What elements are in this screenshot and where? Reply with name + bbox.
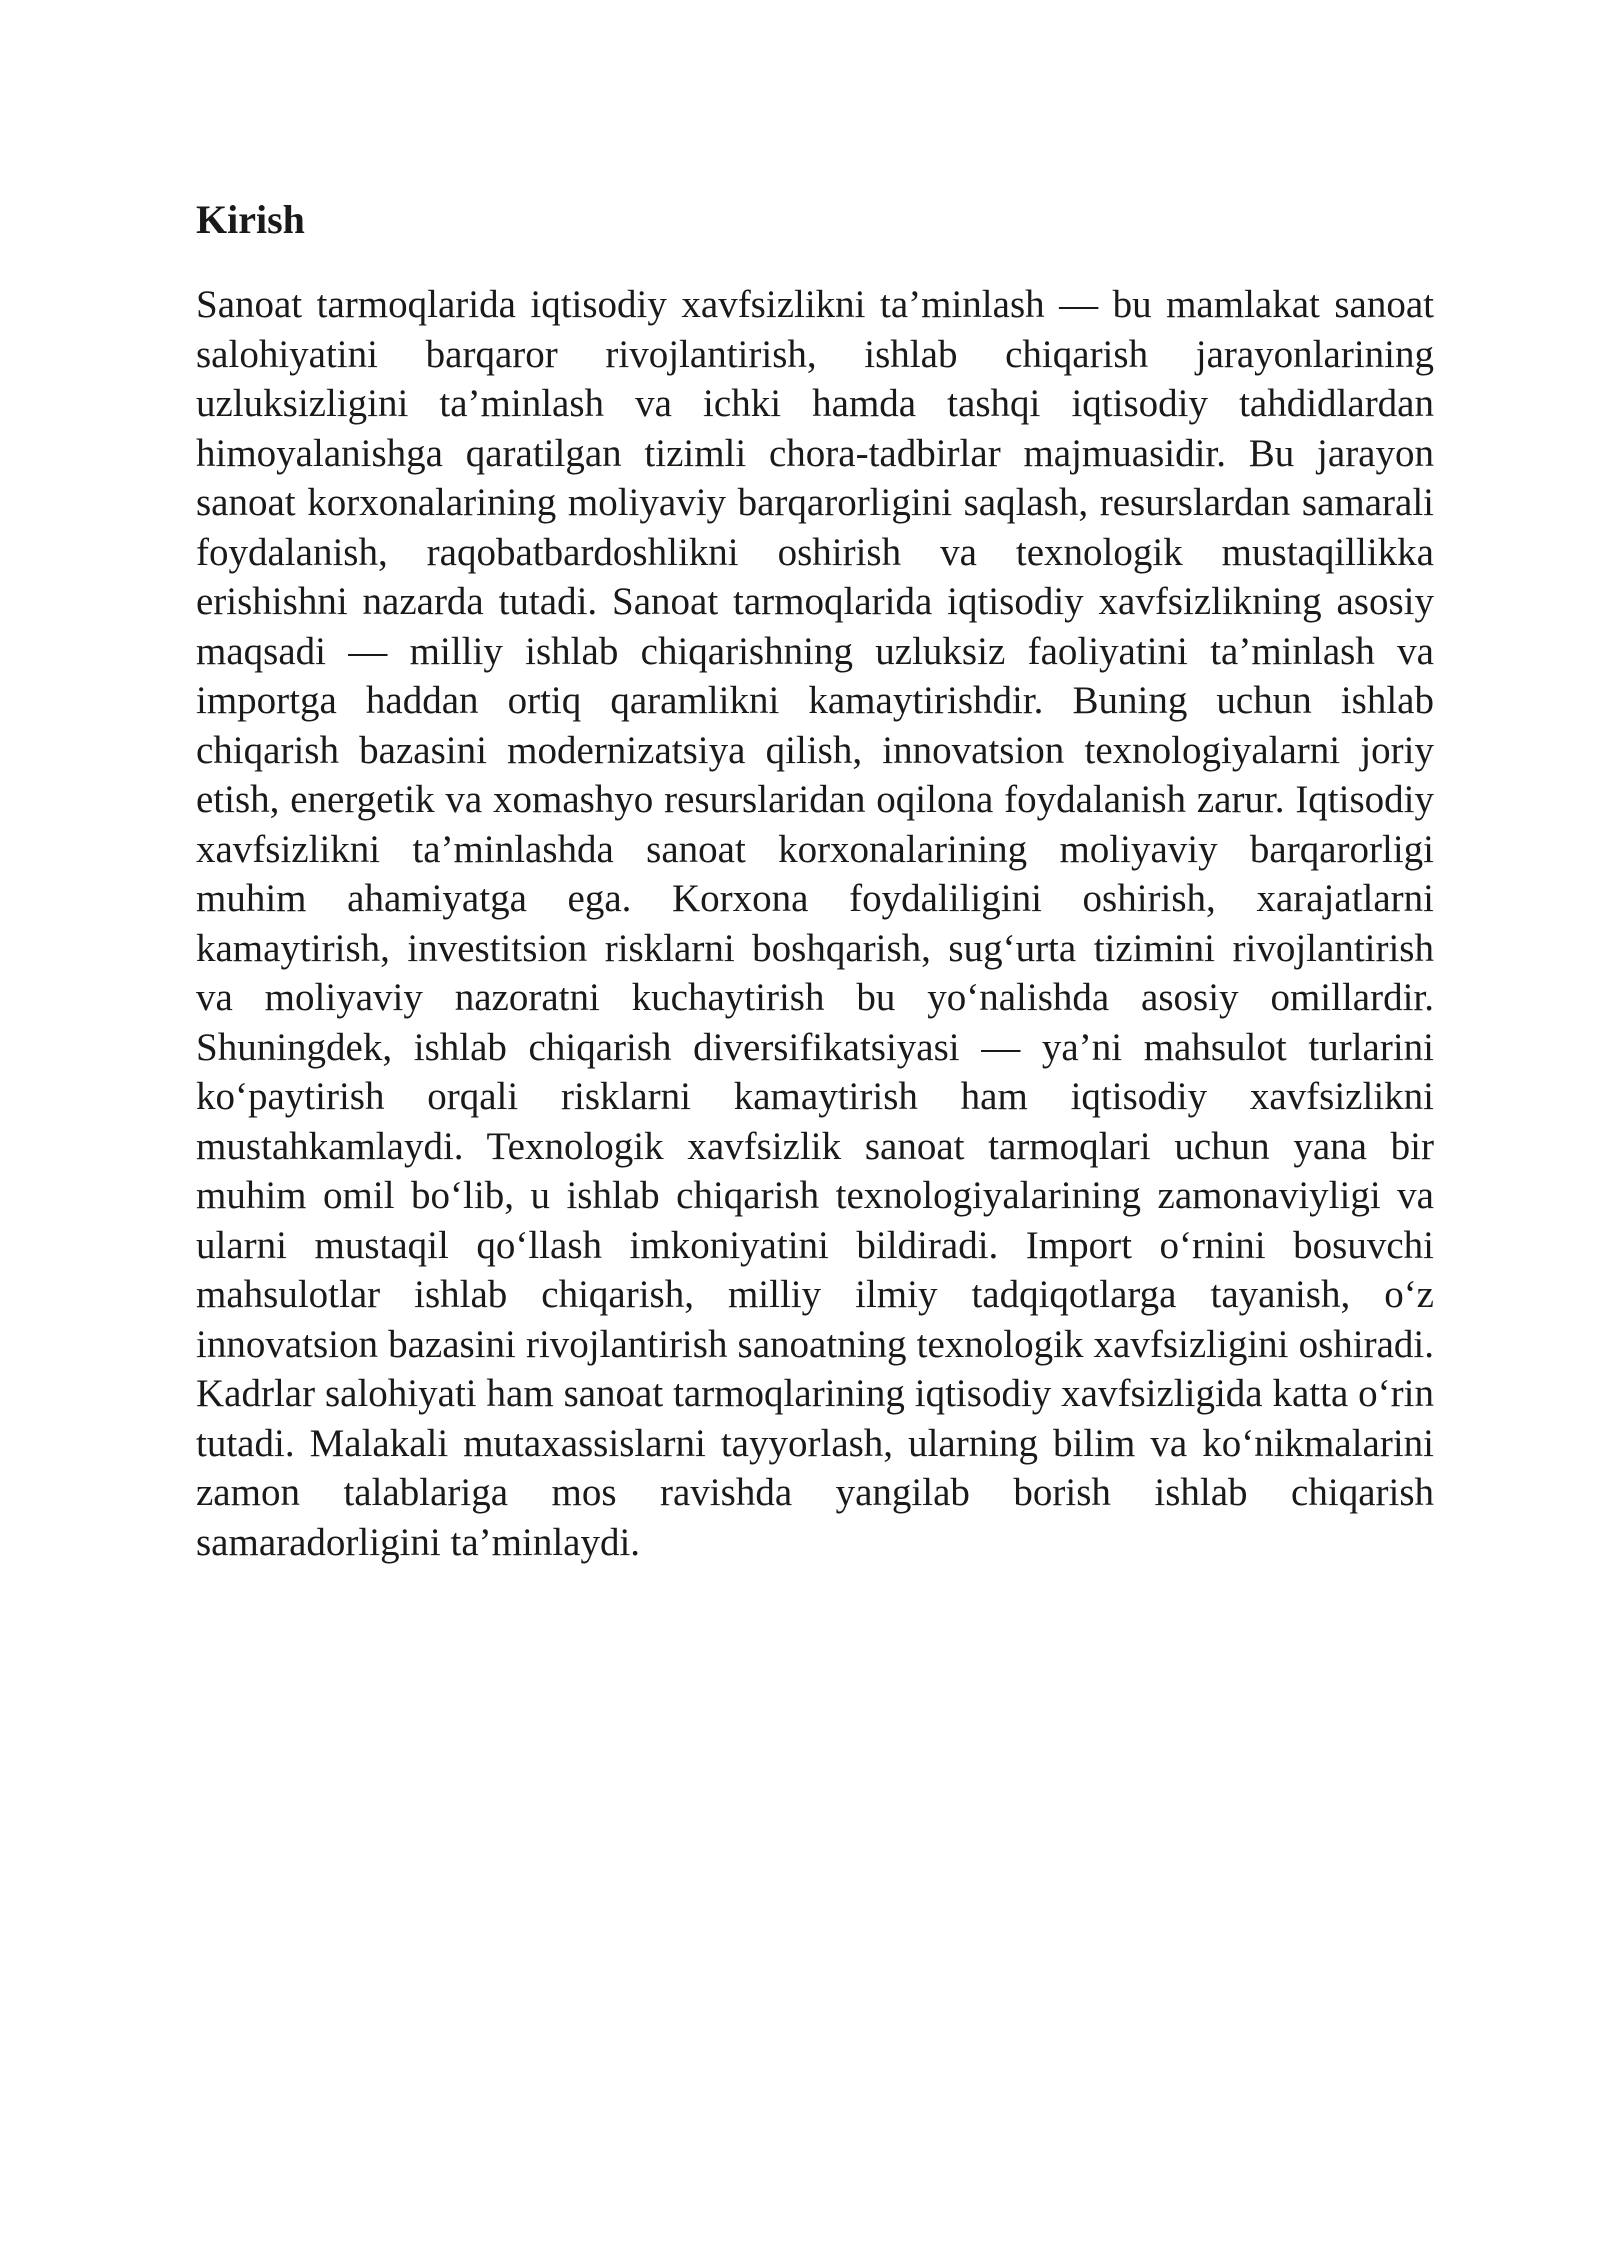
section-heading: Kirish	[196, 197, 305, 242]
document-page	[196, 192, 1434, 1567]
body-paragraph: Sanoat tarmoqlarida iqtisodiy xavfsizlikni ta’minlash — bu mamlakat sanoat salohiyatini barqaror rivojlantirish, ishlab chiqarish jarayonlarining uzluksizligini ta’minlash va ichki hamda tashqi iqtisodiy tahdidlardan himoyalanishga qaratilgan tizimli chora-tadbirlar majmuasidir. Bu jarayon sanoat korxonalarining moliyaviy barqarorligini saqlash, resurslardan samarali foydalanish, raqobatbardoshlikni oshirish va texnologik mustaqillikka erishishni nazarda tutadi. Sanoat tarmoqlarida iqtisodiy xavfsizlikning asosiy maqsadi — milliy ishlab chiqarishning uzluksiz faoliyatini ta’minlash va importga haddan ortiq qaramlikni kamaytirishdir. Buning uchun ishlab chiqarish bazasini modernizatsiya qilish, innovatsion texnologiyalarni joriy etish, energetik va xomashyo resurslaridan oqilona foydalanish zarur. Iqtisodiy xavfsizlikni ta’minlashda sanoat korxonalarining moliyaviy barqarorligi muhim ahamiyatga ega. Korxona foydaliligini oshirish, xarajatlarni kamaytirish, investitsion risklarni boshqarish, sug‘urta tizimini rivojlantirish va moliyaviy nazoratni kuchaytirish bu yo‘nalishda asosiy omillardir. Shuningdek, ishlab chiqarish diversifikatsiyasi — ya’ni mahsulot turlarini ko‘paytirish orqali risklarni kamaytirish ham iqtisodiy xavfsizlikni mustahkamlaydi. Texnologik xavfsizlik sanoat tarmoqlari uchun yana bir muhim omil bo‘lib, u ishlab chiqarish texnologiyalarining zamonaviyligi va ularni mustaqil qo‘llash imkoniyatini bildiradi. Import o‘rnini bosuvchi mahsulotlar ishlab chiqarish, milliy ilmiy tadqiqotlarga tayanish, o‘z innovatsion bazasini rivojlantirish sanoatning texnologik xavfsizligini oshiradi. Kadrlar salohiyati ham sanoat tarmoqlarining iqtisodiy xavfsizligida katta o‘rin tutadi. Malakali mutaxassislarni tayyorlash, ularning bilim va ko‘nikmalarini zamon talablariga mos ravishda yangilab borish ishlab chiqarish samaradorligini ta’minlaydi.	[196, 283, 1434, 1564]
